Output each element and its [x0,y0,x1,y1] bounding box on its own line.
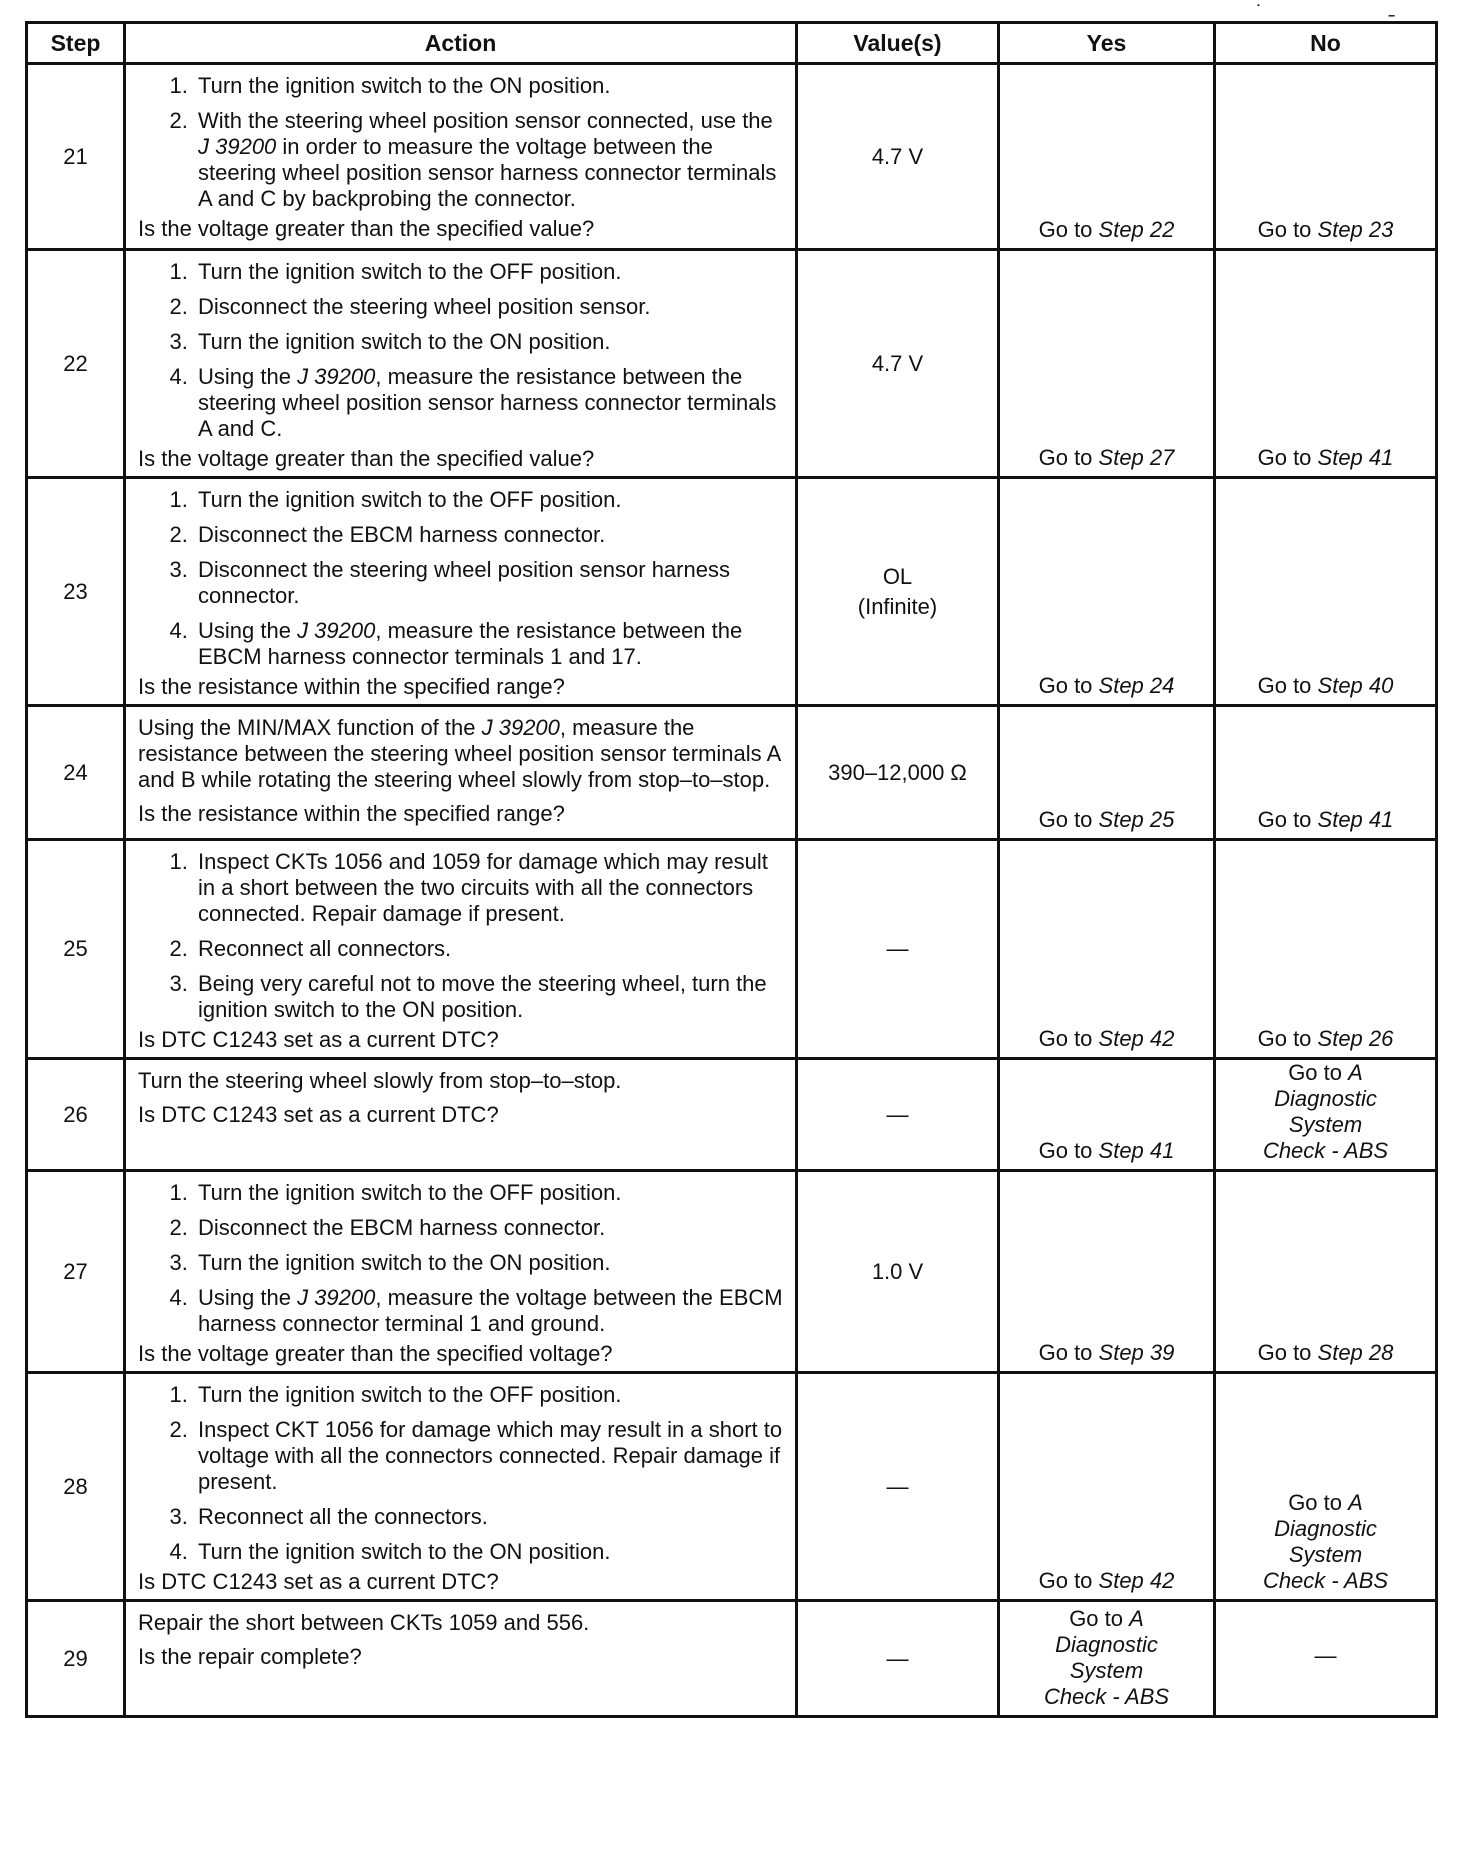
no-goto-text: Step 41 [1317,807,1394,832]
action-cell [125,840,797,1059]
action-question: Is the voltage greater than the specified value? [138,216,595,241]
no-cell [1215,478,1437,706]
no-goto-text: Step 23 [1317,217,1394,242]
corner-marks: ˙ ˗ [1256,2,1455,24]
action-step [194,73,785,99]
action-step [194,1215,785,1241]
no-goto-text: Step 40 [1317,673,1394,698]
action-step-text: , measure the voltage between the EBCM harness connector terminal 1 and ground. [198,1285,783,1336]
table-row [27,1171,1437,1373]
yes-goto-text: Step 42 [1098,1568,1175,1593]
value-cell [797,840,999,1059]
yes-goto-text: Step 39 [1098,1340,1175,1365]
action-step-text: Reconnect all the connectors. [198,1504,488,1529]
value-text: 1.0 V [871,1258,924,1284]
value-cell [797,1059,999,1171]
action-question: Is the voltage greater than the specified voltage? [138,1341,613,1366]
value-cell [797,478,999,706]
action-step-text: in order to measure the voltage between the steering wheel position sensor harness connector terminals A and C by backprobing the connector. [198,134,777,211]
step-number: 21 [27,64,125,250]
action-question: Is DTC C1243 set as a current DTC? [138,1102,499,1127]
yes-goto-text: Go to [1038,1340,1099,1365]
action-line [138,1068,785,1094]
no-goto-text: Check - ABS [1262,1568,1389,1593]
action-question: Is the repair complete? [138,1644,362,1669]
action-step [194,1180,785,1206]
action-steps [138,1382,785,1565]
action-cell [125,1373,797,1601]
action-step-text: Disconnect the EBCM harness connector. [198,522,606,547]
step-number: 22 [27,250,125,478]
action-step-text: Inspect CKTs 1056 and 1059 for damage which may result in a short between the two circuits with all the connectors connected. Repair damage if present. [198,849,768,926]
step-number: 29 [27,1601,125,1717]
action-steps [138,259,785,442]
no-cell [1215,1171,1437,1373]
action-step [194,971,785,1023]
yes-goto-text: Diagnostic [1055,1632,1158,1657]
value-cell [797,1373,999,1601]
header-action: Action [125,23,797,64]
yes-goto-text: Step 41 [1098,1138,1175,1163]
yes-cell [999,250,1215,478]
action-step-text: Reconnect all connectors. [198,936,452,961]
table-row [27,64,1437,250]
action-step-text: With the steering wheel position sensor connected, use the [198,108,773,133]
action-cell [125,250,797,478]
action-line-text: J 39200 [481,715,560,740]
action-step-text: Turn the ignition switch to the OFF position. [198,259,622,284]
action-cell [125,478,797,706]
no-goto-text: Step 41 [1317,445,1394,470]
action-step-text: Disconnect the EBCM harness connector. [198,1215,606,1240]
action-steps [138,849,785,1023]
action-step-text: Turn the ignition switch to the ON position. [198,329,611,354]
no-goto-text: Go to [1257,673,1318,698]
table-row [27,1601,1437,1717]
yes-cell [999,1059,1215,1171]
value-cell [797,250,999,478]
action-step [194,259,785,285]
action-cell [125,706,797,840]
action-step [194,1539,785,1565]
yes-goto-text: Go to [1038,217,1099,242]
action-step [194,487,785,513]
no-goto-text: A [1348,1060,1363,1085]
no-goto-text: System [1288,1542,1363,1567]
action-step-text: Using the [198,364,298,389]
yes-goto-text: Step 24 [1098,673,1175,698]
action-cell [125,64,797,250]
yes-cell [999,1601,1215,1717]
no-goto-text: Step 26 [1317,1026,1394,1051]
value-cell [797,706,999,840]
no-cell [1215,706,1437,840]
action-step-text: J 39200 [198,134,277,159]
action-step [194,1417,785,1495]
no-goto-text: Go to [1257,1340,1318,1365]
action-line-text: Repair the short between CKTs 1059 and 556. [138,1610,590,1635]
yes-cell [999,1373,1215,1601]
no-goto-text: Go to [1257,1026,1318,1051]
value-text: — [886,936,909,961]
yes-goto-text: Check - ABS [1043,1684,1170,1709]
action-step-text: Disconnect the steering wheel position sensor harness connector. [198,557,730,608]
no-cell [1215,1601,1437,1717]
action-step [194,108,785,212]
header-row [27,23,1437,64]
action-step-text: Turn the ignition switch to the ON position. [198,73,611,98]
no-goto-text: Step 28 [1317,1340,1394,1365]
value-text: 4.7 V [871,350,924,376]
action-line [138,1610,785,1636]
yes-goto-text: Step 42 [1098,1026,1175,1051]
header-yes: Yes [999,23,1215,64]
value-text: 390–12,000 Ω [828,759,967,785]
action-step-text: , measure the resistance between the steering wheel position sensor harness connector terminals A and C. [198,364,777,441]
value-cell [797,1601,999,1717]
action-step [194,618,785,670]
value-text: OL [882,563,913,589]
step-number: 26 [27,1059,125,1171]
action-step-text: Turn the ignition switch to the ON position. [198,1250,611,1275]
yes-cell [999,706,1215,840]
action-step-text: Using the [198,1285,298,1310]
action-step-text: J 39200 [297,618,376,643]
yes-cell [999,840,1215,1059]
no-goto-text: Diagnostic [1274,1086,1377,1111]
action-step [194,1285,785,1337]
no-cell [1215,840,1437,1059]
no-cell [1215,1059,1437,1171]
step-number: 27 [27,1171,125,1373]
action-step [194,364,785,442]
table-row [27,478,1437,706]
action-step [194,849,785,927]
action-step-text: Turn the ignition switch to the OFF position. [198,1382,622,1407]
table-row [27,250,1437,478]
value-cell [797,1171,999,1373]
action-steps [138,73,785,212]
no-cell [1215,1373,1437,1601]
table-row [27,706,1437,840]
yes-goto-text: Go to [1038,1138,1099,1163]
action-step-text: Being very careful not to move the steering wheel, turn the ignition switch to the ON position. [198,971,767,1022]
yes-goto-text: Go to [1038,673,1099,698]
no-goto-text: Go to [1257,217,1318,242]
header-step: Step [27,23,125,64]
action-step-text: Disconnect the steering wheel position sensor. [198,294,651,319]
action-question: Is the resistance within the specified range? [138,801,565,826]
action-step [194,1250,785,1276]
header-no: No [1215,23,1437,64]
action-step [194,557,785,609]
action-cell [125,1059,797,1171]
action-step [194,294,785,320]
yes-goto-text: A [1129,1606,1144,1631]
no-goto-text: System [1288,1112,1363,1137]
action-step [194,936,785,962]
action-line [138,715,785,793]
header-values: Value(s) [797,23,999,64]
yes-goto-text: Go to [1038,445,1099,470]
action-step-text: Turn the ignition switch to the ON position. [198,1539,611,1564]
yes-goto-text: Step 22 [1098,217,1175,242]
action-line-text: Turn the steering wheel slowly from stop–to–stop. [138,1068,622,1093]
action-step-text: J 39200 [297,1285,376,1310]
yes-cell [999,478,1215,706]
no-goto-text: Go to [1257,445,1318,470]
action-steps [138,487,785,670]
no-goto-text: A [1348,1490,1363,1515]
step-number: 25 [27,840,125,1059]
no-cell [1215,250,1437,478]
no-cell [1215,64,1437,250]
no-goto-text: Go to [1288,1490,1349,1515]
step-number: 23 [27,478,125,706]
yes-cell [999,64,1215,250]
yes-goto-text: Go to [1038,1026,1099,1051]
action-question: Is the voltage greater than the specified value? [138,446,595,471]
step-number: 28 [27,1373,125,1601]
yes-goto-text: Go to [1038,1568,1099,1593]
action-step-text: J 39200 [297,364,376,389]
action-step [194,1504,785,1530]
value-cell [797,64,999,250]
action-step-text: Using the [198,618,298,643]
yes-goto-text: Go to [1069,1606,1130,1631]
action-step [194,522,785,548]
yes-cell [999,1171,1215,1373]
yes-goto-text: Step 25 [1098,807,1175,832]
action-line-text: Using the MIN/MAX function of the [138,715,482,740]
diagnostic-table [25,21,1438,1718]
action-step [194,329,785,355]
action-line-text: , measure the resistance between the steering wheel position sensor terminals A and B while rotating the steering wheel slowly from stop–to–stop. [138,715,781,792]
action-cell [125,1601,797,1717]
step-number: 24 [27,706,125,840]
action-step-text: Turn the ignition switch to the OFF position. [198,487,622,512]
table-row [27,1059,1437,1171]
action-question: Is DTC C1243 set as a current DTC? [138,1569,499,1594]
action-steps [138,1180,785,1337]
value-text: — [886,1645,909,1671]
table-row [27,840,1437,1059]
no-goto-text: — [1314,1643,1337,1668]
action-question: Is DTC C1243 set as a current DTC? [138,1027,499,1052]
yes-goto-text: Go to [1038,807,1099,832]
action-step-text: Turn the ignition switch to the OFF position. [198,1180,622,1205]
action-step-text: Inspect CKT 1056 for damage which may result in a short to voltage with all the connectors connected. Repair damage if present. [198,1417,783,1494]
no-goto-text: Diagnostic [1274,1516,1377,1541]
value-text: — [886,1101,909,1127]
no-goto-text: Go to [1257,807,1318,832]
value-text: 4.7 V [871,143,924,169]
no-goto-text: Go to [1288,1060,1349,1085]
no-goto-text: Check - ABS [1262,1138,1389,1163]
action-step-text: , measure the resistance between the EBCM harness connector terminals 1 and 17. [198,618,743,669]
value-text: — [886,1473,909,1499]
action-question: Is the resistance within the specified range? [138,674,565,699]
action-cell [125,1171,797,1373]
action-step [194,1382,785,1408]
table-row [27,1373,1437,1601]
value-text: (Infinite) [857,593,938,619]
yes-goto-text: System [1069,1658,1144,1683]
yes-goto-text: Step 27 [1098,445,1175,470]
